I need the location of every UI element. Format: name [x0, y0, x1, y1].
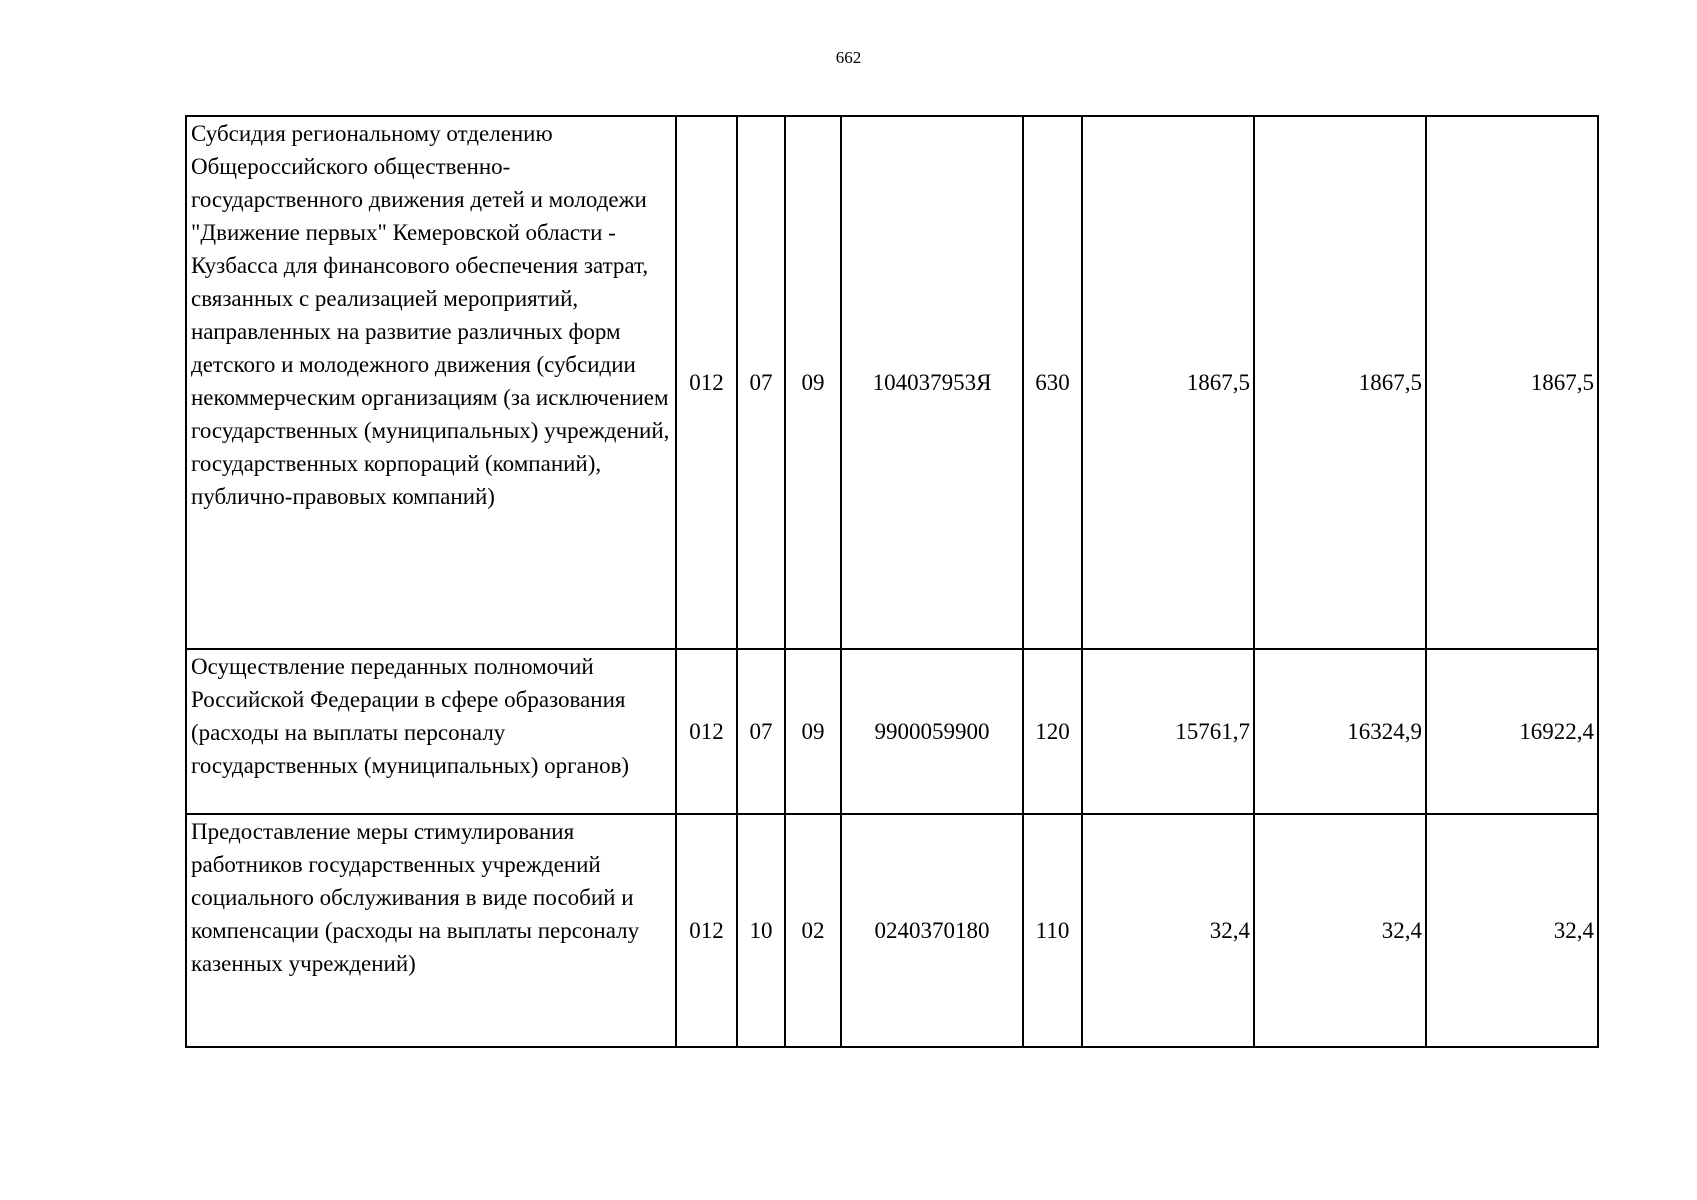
amount-year-2: 32,4 — [1254, 814, 1426, 1047]
ministry-code: 012 — [676, 814, 737, 1047]
amount-year-1: 32,4 — [1082, 814, 1254, 1047]
amount-year-3: 32,4 — [1426, 814, 1598, 1047]
row-name: Предоставление меры стимулирования работников государственных учреждений социального обслуживания в виде пособий и компенсации (расходы на выплаты персоналу казенных учреждений) — [186, 814, 676, 1047]
table-row — [186, 649, 1598, 814]
page-number: 662 — [835, 48, 862, 67]
section-code: 07 — [737, 649, 785, 814]
subsection-code: 02 — [785, 814, 841, 1047]
row-name: Субсидия региональному отделению Общероссийского общественно-государственного движения детей и молодежи "Движение первых" Кемеровской области - Кузбасса для финансового обеспечения затрат, связанных с реализацией мероприятий, направленных на развитие различных форм детского и молодежного движения (субсидии некоммерческим организациям (за исключением государственных (муниципальных) учреждений, государственных корпораций (компаний), публично-правовых компаний) — [186, 116, 676, 649]
expense-type-code: 110 — [1023, 814, 1082, 1047]
section-code: 07 — [737, 116, 785, 649]
expense-type-code: 120 — [1023, 649, 1082, 814]
amount-year-2: 16324,9 — [1254, 649, 1426, 814]
section-code: 10 — [737, 814, 785, 1047]
amount-year-2: 1867,5 — [1254, 116, 1426, 649]
budget-table — [185, 115, 1599, 1048]
amount-year-1: 1867,5 — [1082, 116, 1254, 649]
ministry-code: 012 — [676, 649, 737, 814]
ministry-code: 012 — [676, 116, 737, 649]
target-article-code: 104037953Я — [841, 116, 1023, 649]
row-name: Осуществление переданных полномочий Российской Федерации в сфере образования (расходы на выплаты персоналу государственных (муниципальных) органов) — [186, 649, 676, 814]
amount-year-3: 1867,5 — [1426, 116, 1598, 649]
expense-type-code: 630 — [1023, 116, 1082, 649]
table-row — [186, 814, 1598, 1047]
table-row — [186, 116, 1598, 649]
target-article-code: 9900059900 — [841, 649, 1023, 814]
amount-year-1: 15761,7 — [1082, 649, 1254, 814]
subsection-code: 09 — [785, 649, 841, 814]
target-article-code: 0240370180 — [841, 814, 1023, 1047]
subsection-code: 09 — [785, 116, 841, 649]
amount-year-3: 16922,4 — [1426, 649, 1598, 814]
